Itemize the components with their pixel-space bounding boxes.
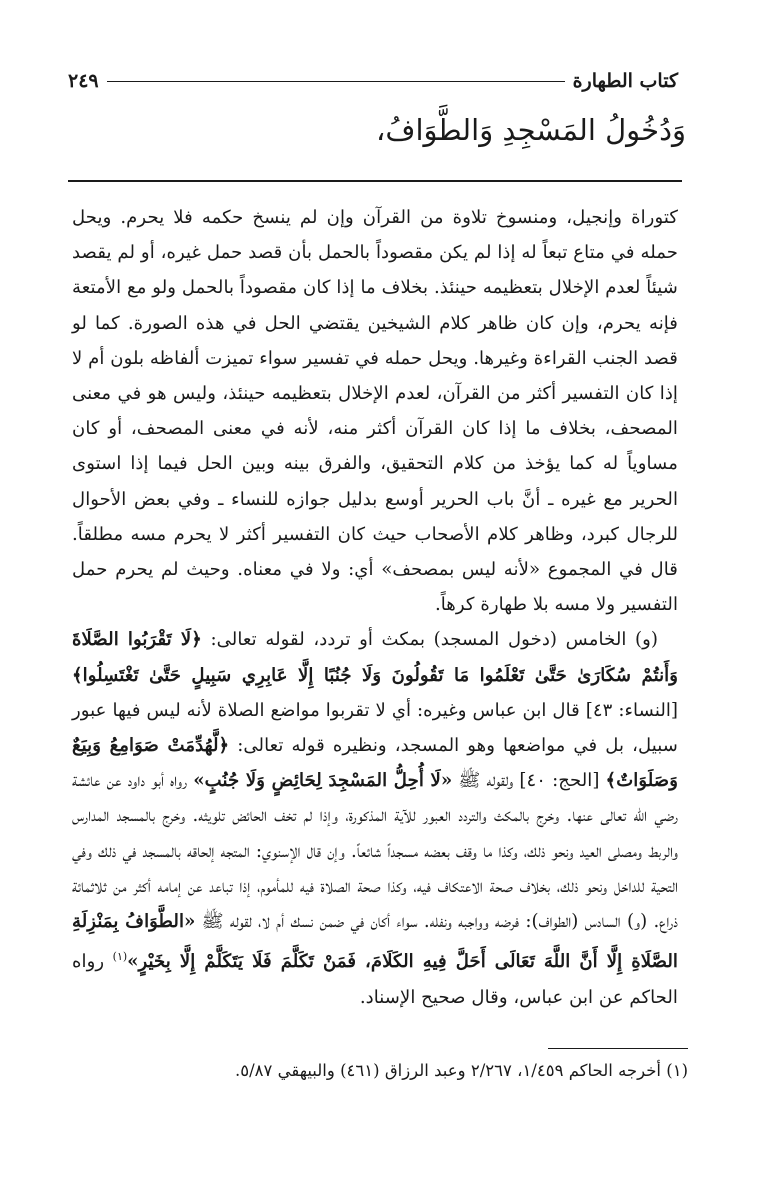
footnote: (١) أخرجه الحاكم ١/٤٥٩، ٢/٢٦٧ وعبد الرزاق (٤٦١) والبيهقي ٥/٨٧. (234, 1061, 688, 1080)
commentary-body (72, 200, 678, 1015)
text-run: رواه الحاكم عن ابن عباس، وقال صحيح الإسناد. (72, 951, 678, 1008)
running-header (68, 66, 678, 96)
text-run: [النساء: ٤٣] قال ابن عباس وغيره: أي لا تقربوا مواضع الصلاة لأنه ليس فيها عبور سبيل، بل في مواضعها وهو المسجد، ونظيره قوله تعالى: (72, 699, 679, 757)
hadith-quote: «لَا أُحِلُّ المَسْجِدَ لِحَائِضٍ وَلَا جُنُبٍ» (193, 770, 453, 792)
footnote-divider (548, 1048, 688, 1049)
matn-divider (68, 180, 682, 182)
matn-text: وَدُخُولُ المَسْجِدِ وَالطَّوَافُ، (376, 113, 686, 147)
quran-verse: ﴿لَّهُدِّمَتْ صَوَامِعُ وَبِيَعٌ وَصَلَوَاتٌ﴾ (72, 735, 679, 792)
header-rule (107, 81, 565, 82)
text-run: [الحج: ٤٠] ولقوله ﷺ (452, 770, 606, 792)
text-run: رواه أبو داود عن عائشة رضي الله تعالى عنها. وخرج بالمكث والتردد العبور للآية المذكورة، وإذا لم تخف الحائض تلويثه. وخرج بالمسجد المدارس والربط ومصلى العيد ونحو ذلك، وكذا ما وقف بعضه مسجداً شائعاً. وإن قال الإسنوي: المتجه إلحاقه بالمسجد في ذلك وفي التحية للداخل ونحو ذلك، بخلاف صحة الاعتكاف فيه، وكذا صحة الصلاة فيه للمأموم، إذا تباعد عن إمامه أكثر من ثلاثمائة ذراع. (و) السادس (الطواف): فرضه وواجبه ونفله. سواء أكان في ضمن نسك أم لا، لقوله ﷺ (72, 770, 678, 933)
page-number: ٢٤٩ (68, 70, 99, 92)
footnote-ref[interactable]: (١) (112, 950, 128, 964)
book-title: كتاب الطهارة (572, 70, 678, 92)
paragraph: كتوراة وإنجيل، ومنسوخ تلاوة من القرآن وإن لم ينسخ حكمه فلا يحرم. ويحل حمله في متاع تبعاً له إذا لم يكن مقصوداً بالحمل بأن قصد حمل غيره، أو لم يقصد شيئاً لعدم الإخلال بتعظيمه حينئذ. بخلاف ما إذا كان مقصوداً بالحمل ولو مع الأمتعة فإنه يحرم، وإن كان ظاهر كلام الشيخين يقتضي الحل في هذه الصورة. كما لو قصد الجنب القراءة وغيرها. ويحل حمله في تفسير سواء تميزت ألفاظه بلون أم لا إذا كان التفسير أكثر من القرآن، لعدم الإخلال بتعظيمه حينئذ، وليس هو في معنى المصحف، بخلاف ما إذا كان القرآن أكثر منه، لأنه في معنى المصحف، أو كان مساوياً له كما يؤخذ من كلام التحقيق، والفرق بينه وبين الحل فيما إذا استوى الحرير مع غيره ـ أنَّ باب الحرير أوسع بدليل جوازه للنساء ـ وفي بعض الأحوال للرجال كبرد، وظاهر كلام الأصحاب حيث كان التفسير أكثر لا يحرم مسه مطلقاً. قال في المجموع «لأنه ليس بمصحف» أي: ولا في معناه. وحيث لم يحرم حمل التفسير ولا مسه بلا طهارة كرهاً. (72, 207, 678, 616)
hadith-quote: «الطَّوَافُ بِمَنْزِلَةِ الصَّلَاةِ إِلَّا أَنَّ اللَّهَ تَعَالَى أَحَلَّ فِيهِ الكَلَامَ، فَمَنْ تَكَلَّمَ فَلَا يَتَكَلَّمْ إِلَّا بِخَيْرٍ» (72, 911, 678, 973)
text-run: (و) الخامس (دخول المسجد) بمكث أو تردد، لقوله تعالى: (201, 629, 659, 651)
paragraph (72, 622, 678, 1014)
quran-verse: ﴿لَا تَقْرَبُوا الصَّلَاةَ وَأَنتُمْ سُكَارَىٰ حَتَّىٰ تَعْلَمُوا مَا تَقُولُونَ وَلَا جُنُبًا إِلَّا عَابِرِي سَبِيلٍ حَتَّىٰ تَغْتَسِلُوا﴾ (72, 629, 678, 686)
